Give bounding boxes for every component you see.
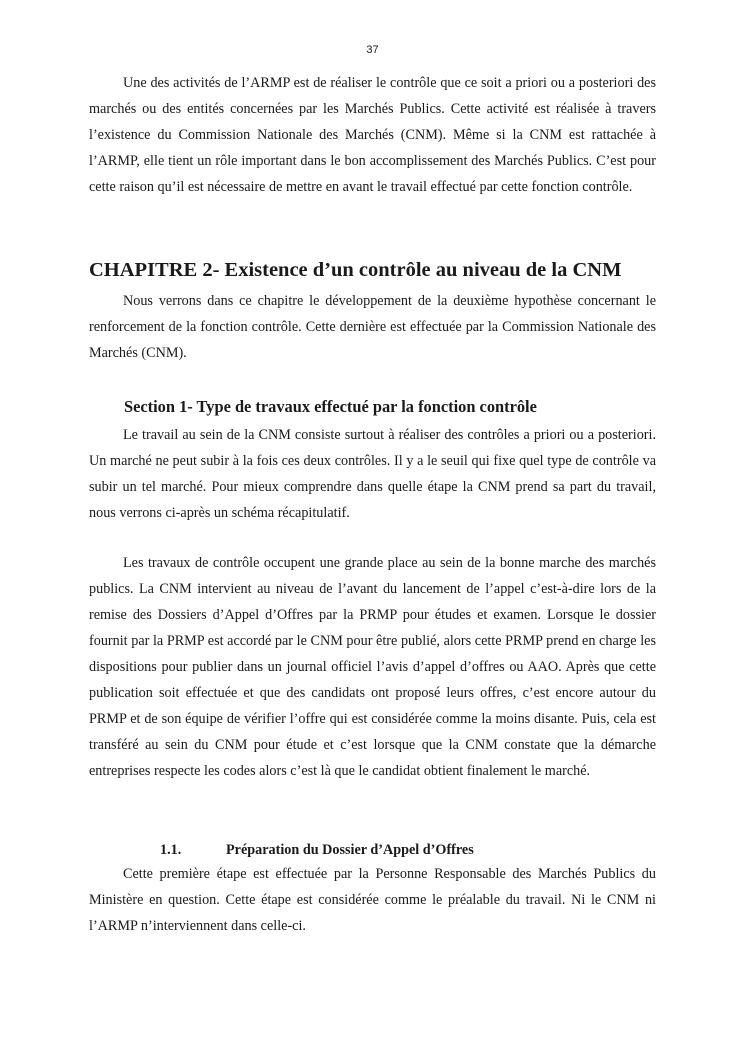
intro-paragraph: Une des activités de l’ARMP est de réaliser le contrôle que ce soit a priori ou a posteriori des marchés ou des entités concernées par les Marchés Publics. Cette activité est réalisée à travers l’existence du Commission Nationale des Marchés (CNM). Même si la CNM est rattachée à l’ARMP, elle tient un rôle important dans le bon accomplissement des Marchés Publics. C’est pour cette raison qu’il est nécessaire de mettre en avant le travail effectué par cette fonction contrôle. [89, 75, 656, 195]
page-number: 37 [366, 44, 379, 56]
subsection-number: 1.1. [160, 842, 182, 858]
chapter-intro-paragraph: Nous verrons dans ce chapitre le développement de la deuxième hypothèse concernant le renforcement de la fonction contrôle. Cette dernière est effectuée par la Commission Nationale des Marchés (CNM). [89, 293, 656, 361]
subsection-title: Préparation du Dossier d’Appel d’Offres [226, 842, 474, 858]
section-heading: Section 1- Type de travaux effectué par la fonction contrôle [124, 397, 537, 416]
subsection-paragraph: Cette première étape est effectuée par la Personne Responsable des Marchés Publics du Ministère en question. Cette étape est considérée comme le préalable du travail. Ni le CNM ni l’ARMP n’interviennent dans celle-ci. [89, 866, 656, 934]
chapter-heading: CHAPITRE 2- Existence d’un contrôle au niveau de la CNM [89, 259, 622, 281]
section-paragraph-1: Le travail au sein de la CNM consiste surtout à réaliser des contrôles a priori ou a posteriori. Un marché ne peut subir à la fois ces deux contrôles. Il y a le seuil qui fixe quel type de contrôle va subir un tel marché. Pour mieux comprendre dans quelle étape la CNM prend sa part du travail, nous verrons ci-après un schéma récapitulatif. [89, 427, 656, 521]
section-paragraph-2: Les travaux de contrôle occupent une grande place au sein de la bonne marche des marchés publics. La CNM intervient au niveau de l’avant du lancement de l’appel c’est-à-dire lors de la remise des Dossiers d’Appel d’Offres par la PRMP pour études et examen. Lorsque le dossier fournit par la PRMP est accordé par le CNM pour être publié, alors cette PRMP prend en charge les dispositions pour publier dans un journal officiel l’avis d’appel d’offres ou AAO. Après que cette publication soit effectuée et que des candidats ont proposé leurs offres, c’est encore autour du PRMP et de son équipe de vérifier l’offre qui est considérée comme la moins disante. Puis, cela est transféré au sein du CNM pour étude et c’est lorsque que la CNM constate que la démarche entreprises respecte les codes alors c’est là que le candidat obtient finalement le marché. [89, 555, 656, 779]
subsection-heading [160, 839, 474, 861]
